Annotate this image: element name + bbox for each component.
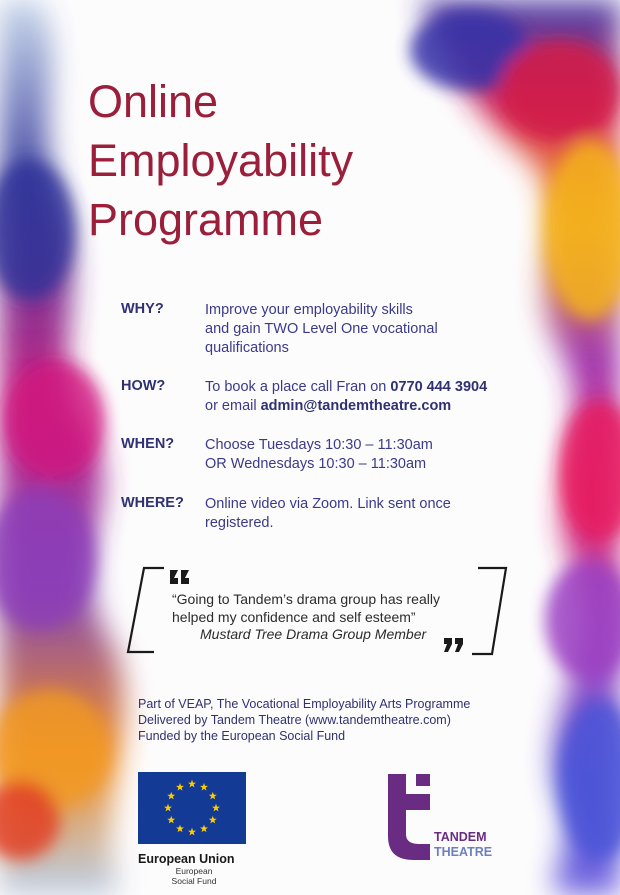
quote-line-2: helped my confidence and self esteem”	[172, 609, 416, 625]
why-label: WHY?	[121, 301, 164, 317]
quote-text	[172, 590, 472, 626]
where-label: WHERE?	[121, 495, 184, 511]
phone-number[interactable]: 0770 444 3904	[390, 379, 488, 395]
title-line-2: Employability	[88, 135, 354, 186]
when-line-1: Choose Tuesdays 10:30 – 11:30am	[205, 437, 433, 453]
quote-attribution: Mustard Tree Drama Group Member	[200, 626, 427, 642]
when-text	[205, 436, 535, 474]
where-line-2: registered.	[205, 515, 274, 531]
why-text	[205, 301, 535, 358]
eu-logo	[138, 772, 248, 886]
eu-name: European Union	[138, 852, 235, 866]
where-line-1: Online video via Zoom. Link sent once	[205, 496, 451, 512]
footer-line-3: Funded by the European Social Fund	[138, 729, 346, 743]
how-label: HOW?	[121, 378, 166, 394]
tandem-line-2: THEATRE	[434, 845, 493, 859]
how-line-1	[205, 378, 535, 397]
tandem-wordmark	[434, 830, 492, 860]
why-line-1: Improve your employability skills	[205, 302, 413, 318]
how-line-1-text: To book a place call Fran on	[205, 379, 391, 395]
how-line-2-text: or email	[205, 398, 261, 414]
how-line-2	[205, 397, 535, 416]
quote-line-1: “Going to Tandem’s drama group has really	[172, 591, 440, 607]
when-label: WHEN?	[121, 436, 175, 452]
footer-text	[138, 696, 470, 744]
title-line-1: Online	[88, 76, 219, 127]
title-line-3: Programme	[88, 194, 324, 245]
eu-flag-icon	[138, 772, 246, 844]
how-text	[205, 378, 535, 416]
email-link[interactable]: admin@tandemtheatre.com	[260, 398, 452, 414]
why-line-2: and gain TWO Level One vocational	[205, 321, 438, 337]
close-quote-icon	[444, 638, 463, 652]
tandem-line-1: TANDEM	[434, 830, 487, 844]
footer-line-2: Delivered by Tandem Theatre (www.tandemtheatre.com)	[138, 713, 451, 727]
where-text	[205, 495, 535, 533]
eu-sub-line-1: European	[175, 866, 213, 876]
eu-sub-line-2: Social Fund	[171, 876, 217, 886]
page-title	[88, 72, 353, 249]
when-line-2: OR Wednesdays 10:30 – 11:30am	[205, 456, 427, 472]
why-line-3: qualifications	[205, 340, 289, 356]
open-quote-icon	[170, 570, 189, 584]
footer-line-1: Part of VEAP, The Vocational Employability Arts Programme	[138, 697, 471, 711]
